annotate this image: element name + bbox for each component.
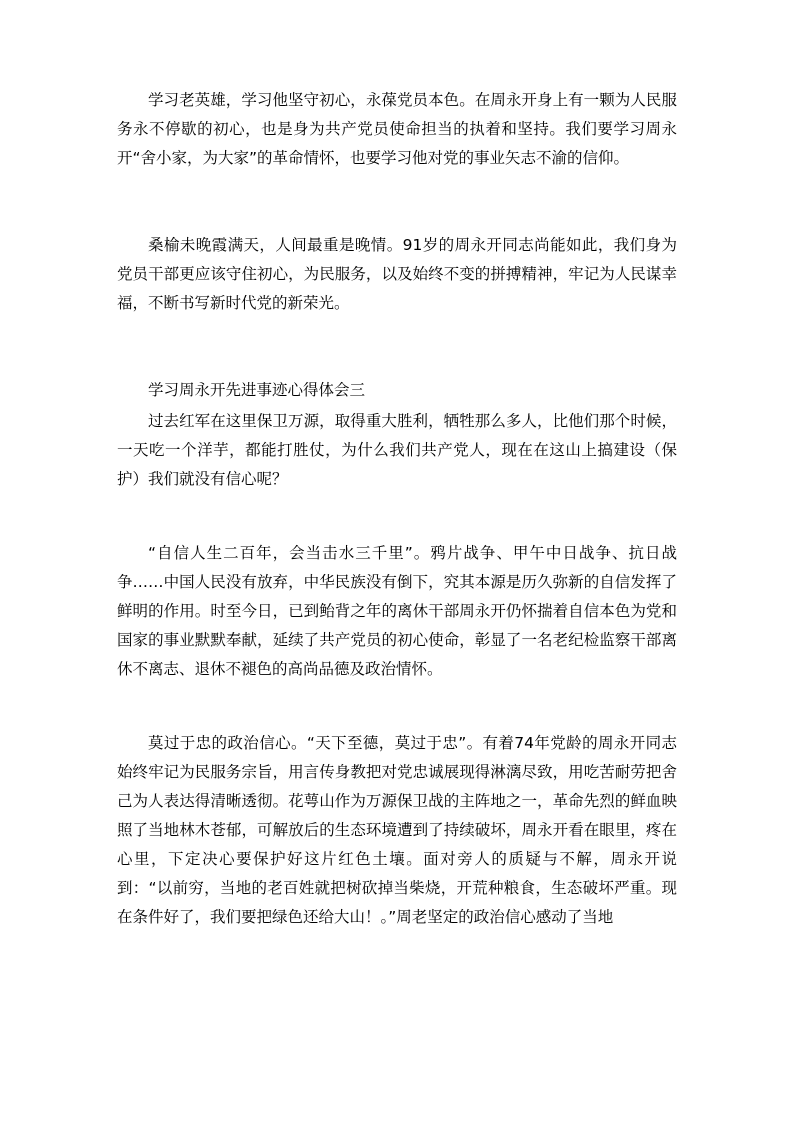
paragraph-5: 莫过于忠的政治信心。“天下至德，莫过于忠”。有着74年党龄的周永开同志始终牢记为民服务宗旨，用言传身教把对党忠诚展现得淋漓尽致，用吃苦耐劳把舍己为人表达得清晰透彻。花萼山作为万源保卫战的主阵地之一，革命先烈的鲜血映照了当地林木苍郁，可解放后的生态环境遭到了持续破坏，周永开看在眼里，疼在心里，下定决心要保护好这片红色土壤。面对旁人的质疑与不解，周永开说到：“以前穷，当地的老百姓就把树砍掉当柴烧，开荒种粮食，生态破坏严重。现在条件好了，我们要把绿色还给大山！。”周老坚定的政治信心感动了当地 — [117, 734, 677, 926]
paragraph-spacer — [117, 684, 677, 729]
paragraph-2: 桑榆未晚霞满天，人间最重是晚情。91岁的周永开同志尚能如此，我们身为党员干部更应该守住初心，为民服务，以及始终不变的拼搏精神，牢记为人民谋幸福，不断书写新时代党的新荣光。 — [117, 236, 677, 312]
section-heading: 学习周永开先进事迹心得体会三 — [148, 381, 366, 399]
paragraph-3: 过去红军在这里保卫万源，取得重大胜利，牺牲那么多人，比他们那个时候，一天吃一个洋芋，都能打胜仗，为什么我们共产党人，现在在这山上搞建设（保护）我们就没有信心呢？ — [117, 412, 677, 488]
paragraph-spacer — [117, 494, 677, 539]
paragraph-spacer — [117, 173, 677, 231]
paragraph-4: “自信人生二百年，会当击水三千里”。鸦片战争、甲午中日战争、抗日战争……中国人民没有放弃，中华民族没有倒下，究其本源是历久弥新的自信发挥了鲜明的作用。时至今日，已到鲐背之年的离休干部周永开仍怀揣着自信本色为党和国家的事业默默奉献，延续了共产党员的初心使命，彰显了一名老纪检监察干部离休不离志、退休不褪色的高尚品德及政治情怀。 — [117, 544, 677, 678]
paragraph-1: 学习老英雄，学习他坚守初心，永葆党员本色。在周永开身上有一颗为人民服务永不停歇的初心，也是身为共产党员使命担当的执着和坚持。我们要学习周永开“舍小家，为大家”的革命情怀，也要学习他对党的事业矢志不渝的信仰。 — [117, 91, 677, 167]
paragraph-spacer — [117, 318, 677, 376]
document-page — [117, 86, 677, 932]
